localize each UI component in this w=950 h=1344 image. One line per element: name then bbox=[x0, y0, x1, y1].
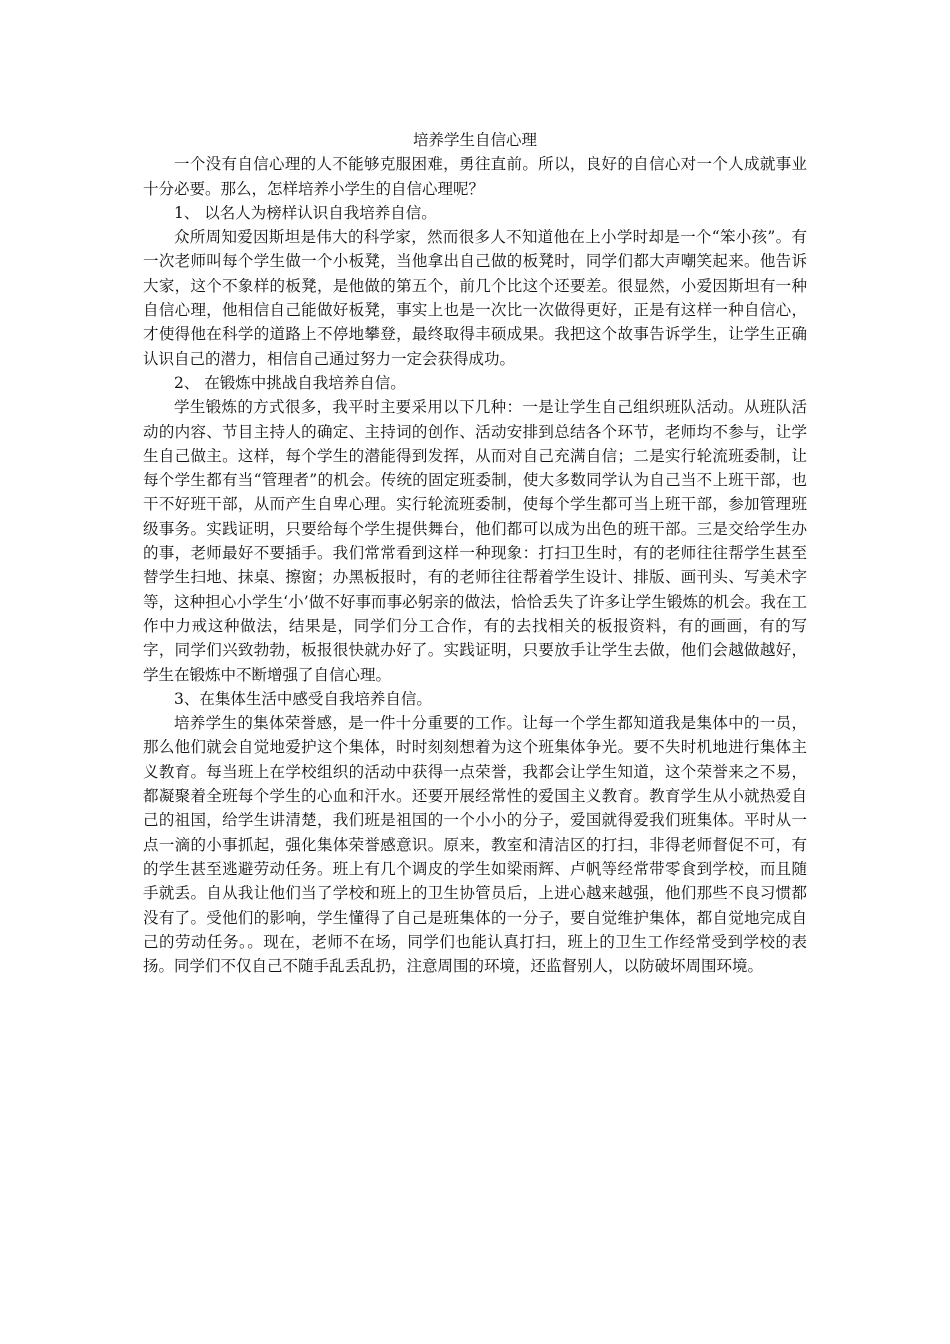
section-paragraph-1: 众所周知爱因斯坦是伟大的科学家，然而很多人不知道他在上小学时却是一个“笨小孩”。有一次老师叫每个学生做一个小板凳，当他拿出自己做的板凳时，同学们都大声嘲笑起来。他告诉大家，这个不象样的板凳，是他做的第五个，前几个比这个还要差。很显然，小爱因斯坦有一种自信心理，他相信自己能做好板凳，事实上也是一次比一次做得更好，正是有这样一种自信心，才使得他在科学的道路上不停地攀登，最终取得丰硕成果。我把这个故事告诉学生，让学生正确认识自己的潜力，相信自己通过努力一定会获得成功。 bbox=[143, 228, 807, 368]
document-body bbox=[143, 128, 807, 978]
section-paragraph-3: 培养学生的集体荣誉感，是一件十分重要的工作。让每一个学生都知道我是集体中的一员，那么他们就会自觉地爱护这个集体，时时刻刻想着为这个班集体争光。要不失时机地进行集体主义教育。每当班上在学校组织的活动中获得一点荣誉，我都会让学生知道，这个荣誉来之不易，都凝聚着全班每个学生的心血和汗水。还要开展经常性的爱国主义教育。教育学生从小就热爱自己的祖国，给学生讲清楚，我们班是祖国的一个小小的分子，爱国就得爱我们班集体。平时从一点一滴的小事抓起，强化集体荣誉感意识。原来，教室和清洁区的打扫，非得老师督促不可，有的学生甚至逃避劳动任务。班上有几个调皮的学生如梁雨辉、卢帆等经常带零食到学校，而且随手就丢。自从我让他们当了学校和班上的卫生协管员后，上进心越来越强，他们那些不良习惯都没有了。受他们的影响，学生懂得了自己是班集体的一分子，要自觉维护集体，都自觉地完成自己的劳动任务。。现在，老师不在场，同学们也能认真打扫，班上的卫生工作经常受到学校的表扬。同学们不仅自己不随手乱丢乱扔，注意周围的环境，还监督别人，以防破坏周围环境。 bbox=[143, 714, 807, 976]
section-paragraph-2: 学生锻炼的方式很多，我平时主要采用以下几种：一是让学生自己组织班队活动。从班队活动的内容、节目主持人的确定、主持词的创作、活动安排到总结各个环节，老师均不参与，让学生自己做主。这样，每个学生的潜能得到发挥，从而对自己充满自信；二是实行轮流班委制，让每个学生都有当“管理者”的机会。传统的固定班委制，使大多数同学认为自己当不上班干部，也干不好班干部，从而产生自卑心理。实行轮流班委制，使每个学生都可当上班干部，参加管理班级事务。实践证明，只要给每个学生提供舞台，他们都可以成为出色的班干部。三是交给学生办的事，老师最好不要插手。我们常常看到这样一种现象：打扫卫生时，有的老师往往帮学生甚至替学生扫地、抹桌、擦窗；办黑板报时，有的老师往往帮着学生设计、排版、画刊头、写美术字等，这种担心小学生‘小’做不好事而事必躬亲的做法，恰恰丢失了许多让学生锻炼的机会。我在工作中力戒这种做法，结果是，同学们分工合作，有的去找相关的板报资料，有的画画，有的写字，同学们兴致勃勃，板报很快就办好了。实践证明，只要放手让学生去做，他们会越做越好，学生在锻炼中不断增强了自信心理。 bbox=[143, 398, 807, 684]
intro-paragraph: 一个没有自信心理的人不能够克服困难，勇往直前。所以，良好的自信心对一个人成就事业十分必要。那么，怎样培养小学生的自信心理呢？ bbox=[143, 155, 807, 198]
section-heading-2: 2、 在锻炼中挑战自我培养自信。 bbox=[174, 373, 406, 392]
document-title: 培养学生自信心理 bbox=[412, 131, 537, 149]
section-heading-1: 1、 以名人为榜样认识自我培养自信。 bbox=[174, 203, 437, 222]
section-heading-3: 3、在集体生活中感受自我培养自信。 bbox=[174, 689, 432, 708]
